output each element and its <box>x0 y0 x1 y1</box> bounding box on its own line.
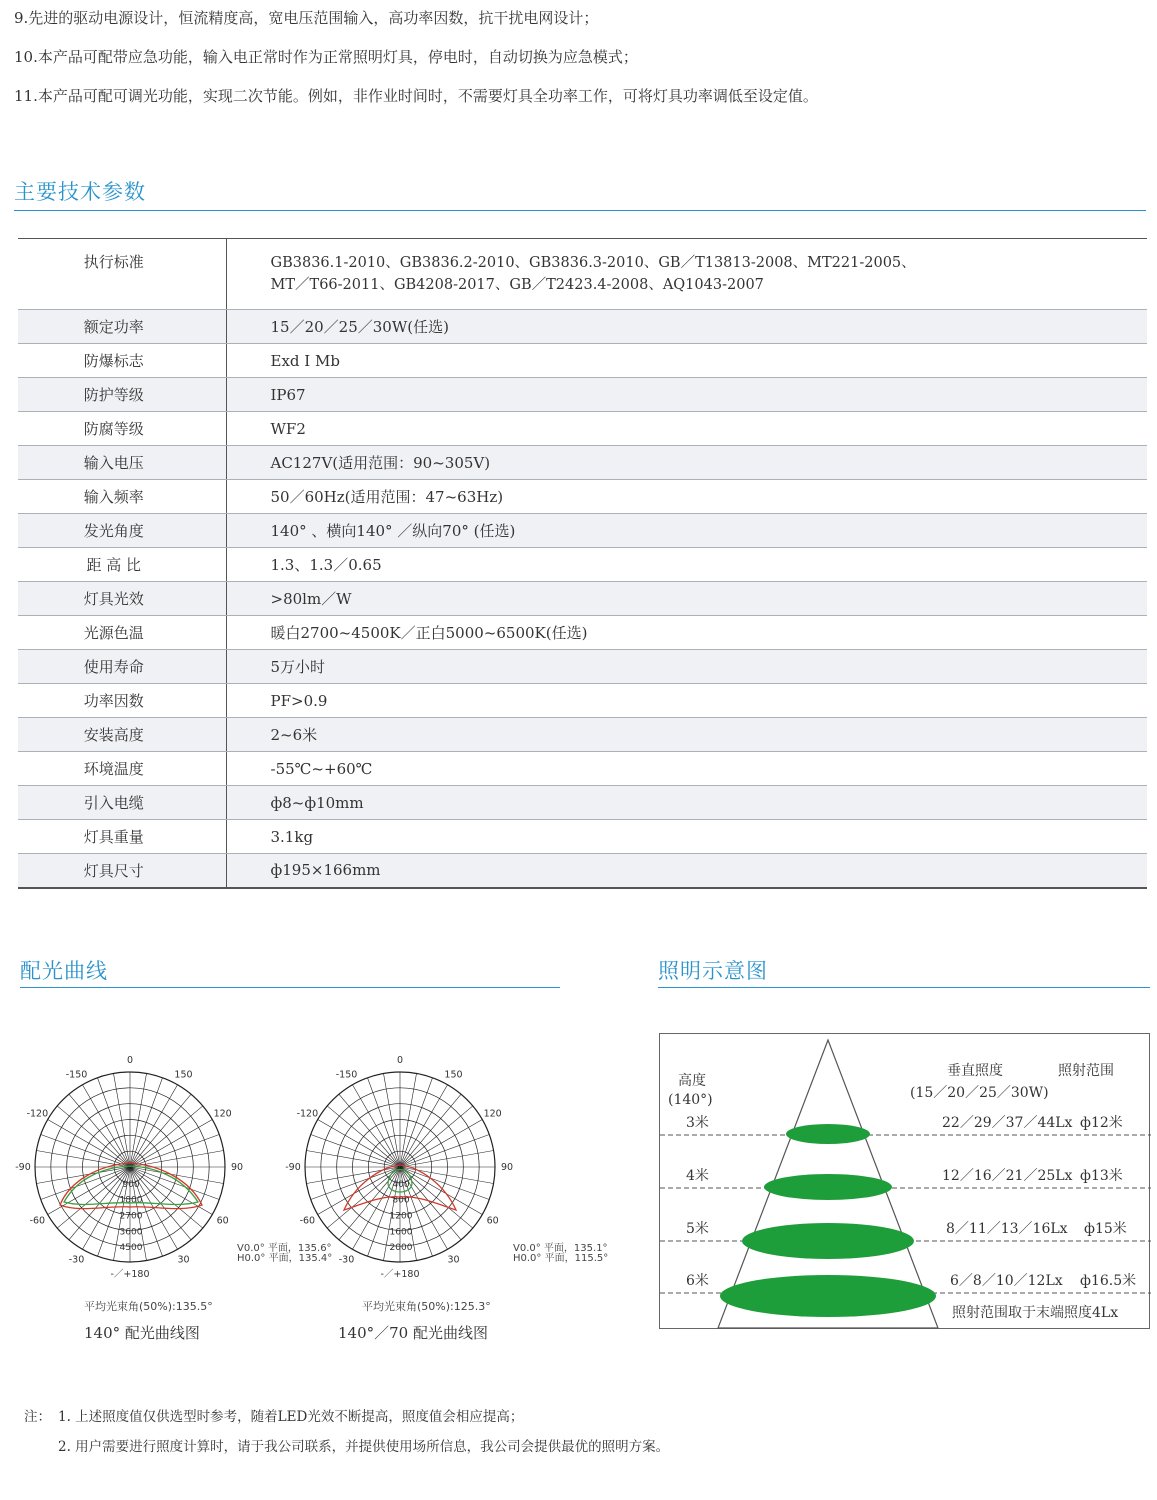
angle-label: 150 <box>444 1069 463 1081</box>
spec-value: >80lm／W <box>226 582 1147 616</box>
table-row <box>18 718 1147 752</box>
angle-label: -120 <box>26 1108 49 1120</box>
table-row <box>18 752 1147 786</box>
legend-v: V0.0° 平面，135.6° <box>237 1243 332 1254</box>
legend-h: H0.0° 平面，135.4° <box>237 1253 333 1264</box>
diagram-caption: 140°／70 配光曲线图 <box>338 1324 488 1342</box>
height-value: 5米 <box>686 1218 709 1238</box>
angle-label: -150 <box>65 1069 88 1081</box>
spec-key: 额定功率 <box>18 310 226 344</box>
illumination-spot <box>742 1223 914 1259</box>
angle-label: 60 <box>216 1215 229 1227</box>
angle-label: 30 <box>447 1254 460 1266</box>
spec-value <box>226 239 1147 310</box>
spec-value: -55℃~+60℃ <box>226 752 1147 786</box>
spec-key: 引入电缆 <box>18 786 226 820</box>
spec-value: 140° 、横向140° ／纵向70° (任选) <box>226 514 1147 548</box>
spec-value: 5万小时 <box>226 650 1147 684</box>
angle-label: 90 <box>230 1162 244 1173</box>
radial-label: 900 <box>122 1179 140 1190</box>
spec-value: 暖白2700~4500K／正白5000~6500K(任选) <box>226 616 1147 650</box>
angle-label: 0 <box>126 1055 134 1066</box>
curve-section-rule <box>20 987 560 988</box>
feature-item: 10.本产品可配带应急功能，输入电正常时作为正常照明灯具，停电时，自动切换为应急模式； <box>14 48 638 66</box>
spec-value: ф195×166mm <box>226 854 1147 888</box>
feature-list <box>14 8 1144 125</box>
spec-key: 使用寿命 <box>18 650 226 684</box>
spec-key: 输入电压 <box>18 446 226 480</box>
curve-section-title: 配光曲线 <box>20 959 108 983</box>
illumination-diagram <box>659 1033 1150 1329</box>
illumination-spot <box>786 1124 870 1144</box>
spec-key: 安装高度 <box>18 718 226 752</box>
spec-value: Exd I Mb <box>226 344 1147 378</box>
notes <box>24 1405 669 1465</box>
radial-label: 1800 <box>119 1195 143 1206</box>
note-text: 1. 上述照度值仅供选型时参考，随着LED光效不断提高，照度值会相应提高； <box>58 1409 524 1425</box>
power-options: (15／20／25／30W) <box>910 1085 1049 1101</box>
angle-label: 0 <box>396 1055 404 1066</box>
radial-label: 3600 <box>119 1227 143 1238</box>
spec-key: 灯具重量 <box>18 820 226 854</box>
table-row <box>18 446 1147 480</box>
spec-key: 输入频率 <box>18 480 226 514</box>
spec-key: 防腐等级 <box>18 412 226 446</box>
illum-section-rule <box>658 987 1150 988</box>
radial-label: 4500 <box>119 1243 143 1254</box>
feature-item: 9.先进的驱动电源设计，恒流精度高，宽电压范围输入，高功率因数，抗干扰电网设计； <box>14 9 599 27</box>
angle-label: (140°) <box>668 1092 713 1108</box>
illum-section-title: 照明示意图 <box>658 959 768 983</box>
angle-label: -90 <box>15 1162 31 1173</box>
spec-section-rule <box>14 210 1146 211</box>
angle-label: -30 <box>338 1254 355 1266</box>
angle-label: 60 <box>486 1215 499 1227</box>
note-text: 2. 用户需要进行照度计算时，请于我公司联系，并提供使用场所信息，我公司会提供最优的照明方案。 <box>58 1439 670 1455</box>
radial-label: 1600 <box>389 1227 413 1238</box>
radial-label: 400 <box>392 1179 410 1190</box>
illuminance-value: 12／16／21／25Lx <box>942 1165 1072 1185</box>
table-row <box>18 514 1147 548</box>
spec-key: 防爆标志 <box>18 344 226 378</box>
spec-section-title: 主要技术参数 <box>14 180 146 204</box>
height-value: 3米 <box>686 1112 709 1132</box>
note-prefix: 注： <box>24 1409 51 1425</box>
spec-key: 灯具尺寸 <box>18 854 226 888</box>
table-row <box>18 684 1147 718</box>
radial-label: 800 <box>392 1195 410 1206</box>
standard-line: MT／T66-2011、GB4208-2017、GB／T2423.4-2008、AQ1043-2007 <box>270 277 764 293</box>
radial-label: 0 <box>398 1164 404 1174</box>
table-row <box>18 378 1147 412</box>
spec-table <box>18 238 1147 889</box>
spec-key: 功率因数 <box>18 684 226 718</box>
spec-value: 1.3、1.3／0.65 <box>226 548 1147 582</box>
range-header: 照射范围 <box>1058 1063 1114 1079</box>
table-row <box>18 786 1147 820</box>
angle-label: -／+180 <box>380 1269 420 1280</box>
spec-key: 发光角度 <box>18 514 226 548</box>
illuminance-value: 8／11／13／16Lx <box>946 1218 1068 1238</box>
table-row <box>18 616 1147 650</box>
note-item <box>24 1435 669 1455</box>
spec-value: AC127V(适用范围：90~305V) <box>226 446 1147 480</box>
height-value: 4米 <box>686 1165 709 1185</box>
spec-key: 执行标准 <box>18 239 226 310</box>
standard-line: GB3836.1-2010、GB3836.2-2010、GB3836.3-2010、GB／T13813-2008、MT221-2005、 <box>270 255 916 271</box>
diagram-caption: 140° 配光曲线图 <box>84 1324 200 1342</box>
table-row <box>18 582 1147 616</box>
note-item <box>24 1405 669 1425</box>
spec-value: ф8~ф10mm <box>226 786 1147 820</box>
radial-label: 2000 <box>389 1243 413 1254</box>
illuminance-value: 22／29／37／44Lx <box>942 1112 1072 1132</box>
legend-v: V0.0° 平面，135.1° <box>513 1243 608 1254</box>
angle-label: -30 <box>68 1254 85 1266</box>
spec-value: 2~6米 <box>226 718 1147 752</box>
illum-footnote: 照射范围取于末端照度4Lx <box>952 1305 1119 1321</box>
table-row <box>18 239 1147 310</box>
angle-label: -60 <box>29 1215 46 1227</box>
radial-label: 1200 <box>389 1211 413 1222</box>
feature-item: 11.本产品可配可调光功能，实现二次节能。例如，非作业时间时，不需要灯具全功率工作，可将灯具功率调低至设定值。 <box>14 87 818 105</box>
angle-label: -120 <box>296 1108 319 1120</box>
beam-angle-label: 平均光束角(50%):125.3° <box>362 1300 491 1313</box>
illuminance-value: 6／8／10／12Lx <box>950 1270 1063 1290</box>
spec-key: 光源色温 <box>18 616 226 650</box>
illumination-spot <box>720 1275 936 1317</box>
table-row <box>18 650 1147 684</box>
angle-label: 120 <box>213 1108 232 1120</box>
spec-key: 环境温度 <box>18 752 226 786</box>
spec-value: IP67 <box>226 378 1147 412</box>
spec-value: 50／60Hz(适用范围：47~63Hz) <box>226 480 1147 514</box>
table-row <box>18 344 1147 378</box>
range-value: ф13米 <box>1080 1165 1123 1185</box>
legend-h: H0.0° 平面，115.5° <box>513 1253 609 1264</box>
angle-label: -150 <box>335 1069 358 1081</box>
spec-value: PF>0.9 <box>226 684 1147 718</box>
vertical-illuminance-header: 垂直照度 <box>947 1063 1003 1079</box>
angle-label: 120 <box>483 1108 502 1120</box>
spec-value: 15／20／25／30W(任选) <box>226 310 1147 344</box>
spec-key: 防护等级 <box>18 378 226 412</box>
range-value: ф16.5米 <box>1080 1270 1136 1290</box>
spec-value: 3.1kg <box>226 820 1147 854</box>
range-value: ф15米 <box>1084 1218 1127 1238</box>
illumination-spot <box>764 1174 892 1200</box>
table-row <box>18 820 1147 854</box>
table-row <box>18 548 1147 582</box>
radial-label: 0 <box>128 1164 134 1174</box>
angle-label: -／+180 <box>110 1269 150 1280</box>
height-value: 6米 <box>686 1270 709 1290</box>
angle-label: 150 <box>174 1069 193 1081</box>
table-row <box>18 854 1147 888</box>
range-value: ф12米 <box>1080 1112 1123 1132</box>
spec-value: WF2 <box>226 412 1147 446</box>
angle-label: -60 <box>299 1215 316 1227</box>
angle-label: 30 <box>177 1254 190 1266</box>
angle-label: -90 <box>285 1162 301 1173</box>
radial-label: 2700 <box>119 1211 143 1222</box>
beam-angle-label: 平均光束角(50%):135.5° <box>84 1300 213 1313</box>
table-row <box>18 480 1147 514</box>
angle-label: 90 <box>500 1162 514 1173</box>
table-row <box>18 412 1147 446</box>
spec-key: 距 高 比 <box>18 548 226 582</box>
height-label: 高度 <box>678 1073 706 1089</box>
table-row <box>18 310 1147 344</box>
spec-key: 灯具光效 <box>18 582 226 616</box>
